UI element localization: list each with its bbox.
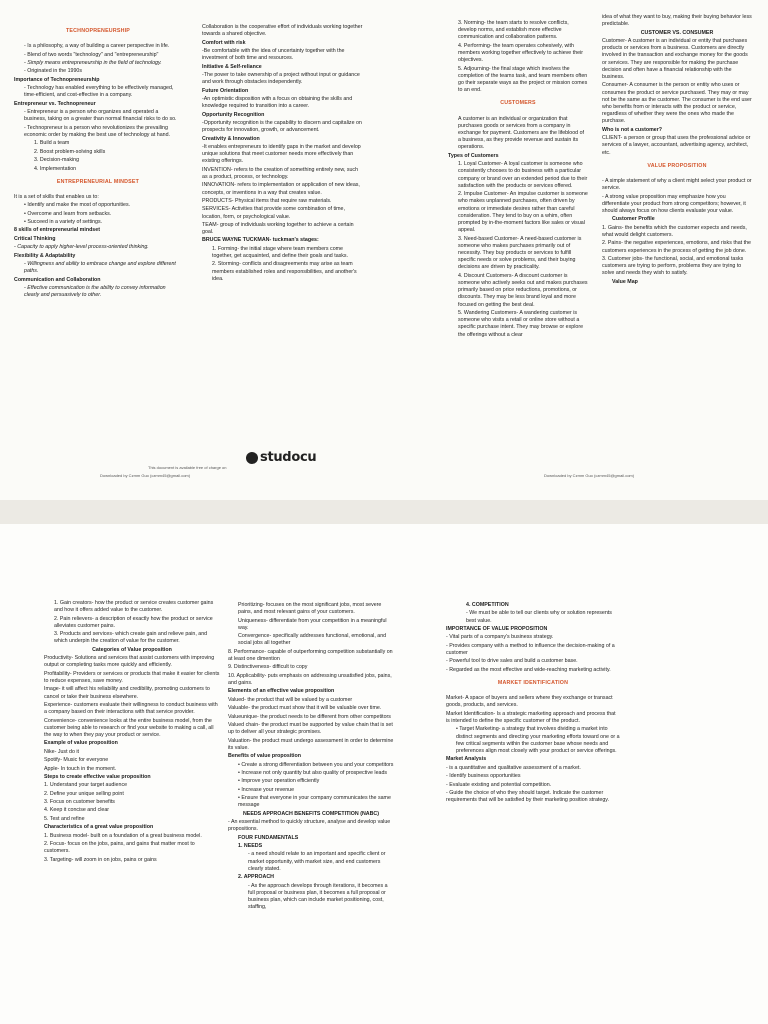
page-2-column-2 xyxy=(228,602,394,1024)
text-line: - An essential method to quickly structure, analyse and develop value propositions. xyxy=(228,819,391,833)
text-line: Customer- A customer is an individual or entity that purchases products or services from a business. Customers are directly involved in the transaction and exchange money for the goods or services. They are responsible for making the purchase decision and often have a financial relationship with the business. xyxy=(602,37,748,80)
subheading: 2. APPROACH xyxy=(238,874,275,881)
text-line: Productivity- Solutions and services that assist customers with improving output or completing tasks more quickly and efficiently. xyxy=(44,655,215,669)
subheading: Example of value proposition xyxy=(44,740,118,747)
subheading: Types of Customers xyxy=(448,152,499,159)
text-line: - Guide the choice of who they should target. Indicate the customer requirements that will be satisfied by their marketing position strategy. xyxy=(446,789,610,804)
text-line: - Technopreneur is a person who revolutionizes the prevailing economic order by making the best use of technology at hand. xyxy=(24,124,171,138)
text-line: 3. Products and services- which create gain and relieve pain, and which underpin the creation of value for the customer. xyxy=(54,631,208,645)
text-line: - Blend of two words "technology" and "entrepreneurship" xyxy=(24,51,159,58)
text-line: - Regarded as the most effective and wide-reaching marketing activity. xyxy=(446,666,611,673)
text-line: -It enables entrepreneurs to identify gaps in the market and develop unique solutions that meet customer needs more effectively than existing offerings. xyxy=(202,143,361,165)
subheading: Characteristics of a great value proposition xyxy=(44,824,154,831)
text-line: INVENTION- refers to the creation of something entirely new, such as a product, process, or technology. xyxy=(202,166,359,180)
text-line: - Is a philosophy, a way of building a career perspective in life. xyxy=(24,43,170,50)
text-line: 2. Storming- conflicts and disagreements may arise as team members established roles and responsibilities, and another's idea. xyxy=(212,261,357,282)
subheading: Importance of Technopreneurship xyxy=(14,76,100,83)
text-line: 2. Focus- focus on the jobs, pains, and gains that matter most to customers. xyxy=(44,841,195,855)
text-line: 1. Business model- built on a foundation of a great business model. xyxy=(44,832,202,839)
text-line: 4. Implementation xyxy=(34,165,77,172)
text-line: Uniqueness- differentiate from your competition in a meaningful way. xyxy=(238,617,387,631)
studocu-logo xyxy=(246,450,316,465)
text-line: 10. Applicability- puts emphasis on addressing unsatisfied jobs, pains, and gains. xyxy=(228,672,392,686)
subheading: Elements of an effective value proposition xyxy=(228,688,335,695)
text-line: Consumer- A consumer is the person or entity who uses or consumes the product or service purchased. They may or may not be the same as the customer. The consumer is the end user who benefits from or interacts with the product or service, regardless of whether they were the ones who made the purchase. xyxy=(602,82,752,125)
studocu-logo-icon xyxy=(246,452,258,464)
text-line: PRODUCTS- Physical items that require raw materials. xyxy=(202,197,332,204)
text-line: Collaboration is the cooperative effort of individuals working together towards a shared objective. xyxy=(202,24,363,38)
text-line: -The power to take ownership of a project without input or guidance and work through obstacles independently. xyxy=(202,71,360,86)
footer-downloaded-left: Downloaded by Czmm Guo (czmm45@gmail.com) xyxy=(100,473,191,478)
page-1-column-4 xyxy=(602,14,752,459)
text-line: Experience- customers evaluate their willingness to conduct business with a company based on their interactions with that service provider. xyxy=(44,701,218,716)
subheading: Initiative & Self-reliance xyxy=(202,63,262,70)
text-line: It is a set of skills that enables us to: xyxy=(14,193,99,200)
text-line: 2. Boost problem-solving skills xyxy=(34,148,106,155)
text-line: - Provides company with a method to influence the decision-making of a customer xyxy=(446,642,615,656)
text-line: 2. Pain relievers- a description of exactly how the product or service alleviates customer pains. xyxy=(54,615,213,629)
text-line: Market Identification- Is a strategic marketing approach and process that is intended to define the specific customer of the product. xyxy=(446,710,616,724)
text-line: 5. Adjourning- the final stage which involves the completion of the teams task, and team members often go their separate ways as the project or mission comes to an end. xyxy=(458,65,588,94)
text-line: • Overcome and learn from setbacks. xyxy=(24,210,112,217)
text-line: A customer is an individual or organization that purchases goods or services from a company in exchange for payment. Customers are the lifeblood of a business, as they provide revenue and sustain its operations. xyxy=(458,115,585,151)
text-line: • Identify and make the most of opportunities. xyxy=(24,202,131,209)
text-line: - Effective communication is the ability to convey information clearly and persuasively to other. xyxy=(24,285,166,299)
subheading: Flexibility & Adaptability xyxy=(14,252,76,259)
text-line: Market- A space of buyers and sellers where they exchange or transact goods, products, and services. xyxy=(446,695,613,709)
text-line: 9. Distinctiveness- difficult to copy xyxy=(228,664,308,671)
text-line: Spotify- Music for everyone xyxy=(44,757,109,764)
text-line: Valuable- the product must show that it will be valuable over time. xyxy=(228,705,382,712)
text-line: 1. Gain creators- how the product or service creates customer gains and how it offers added value to the customer. xyxy=(54,600,214,614)
text-line: - Originated in the 1990s xyxy=(24,68,83,75)
subheading: Future Orientation xyxy=(202,87,249,94)
studocu-logo-text: studocu xyxy=(260,450,317,465)
text-line: - Capacity to apply higher-level process-oriented thinking. xyxy=(14,244,149,251)
text-line: • Succeed in a variety of settings. xyxy=(24,219,103,226)
text-line: • Ensure that everyone in your company communicates the same message xyxy=(238,795,391,809)
text-line: Convergence- specifically addresses functional, emotional, and social jobs all together xyxy=(238,633,387,647)
text-line: - a need should relate to an important and specific client or market opportunity, with market size, and end customers clearly stated. xyxy=(248,851,386,872)
text-line: 2. Impulse Customer- An impulse customer is someone who makes unplanned purchases, often driven by emotions or immediate desires rather than careful consideration. They tend to buy on a whim, often prompted by in-the-moment factors like sales or visual appeal. xyxy=(458,191,588,234)
page-1-column-1 xyxy=(14,22,182,452)
text-line: 1. Build a team xyxy=(34,140,70,147)
text-line: 1. Loyal Customer- A loyal customer is someone who consistently chooses to do business with a particular company or brand over an extended period due to their satisfaction with the products or services offered. xyxy=(458,161,588,189)
text-line: - Entrepreneur is a person who organizes and operated a business, taking on a greater than normal financial risks to do so. xyxy=(24,109,177,123)
subheading: 8 skills of entrepreneurial mindset xyxy=(14,227,100,234)
text-line: - Identify business opportunities xyxy=(446,773,521,780)
page-gap xyxy=(0,500,768,524)
subheading: Creativity & Innovation xyxy=(202,135,260,142)
text-line: Valued- the product that will be valued by a customer xyxy=(228,696,353,703)
text-line: Prioritizing- focuses on the most significant jobs, most severe pains, and most relevant gains of your customers. xyxy=(238,602,382,616)
text-line: 5. Wandering Customers- A wandering customer is someone who visits a retail or online store without a specific purchase intent. They may browse or explore the offerings without a clear xyxy=(458,310,584,338)
footer-downloaded-right: Downloaded by Czmm Guo (czmm45@gmail.com) xyxy=(544,473,635,478)
text-line: - A strong value proposition may emphasize how you differentiate your product from strong competitors; however, it should always focus on how clients evaluate your value. xyxy=(602,193,746,214)
page-2-column-1 xyxy=(44,600,220,1024)
text-line: idea of what they want to buy, making their buying behavior less predictable. xyxy=(602,14,752,28)
subheading: Customer Profile xyxy=(612,216,655,223)
text-line: 3. Need-based Customer- A need-based customer is someone who makes purchases primarily out of necessity. They buy products or services to fulfill specific needs or solve problems, and their buying decisions are driven by practicality. xyxy=(458,235,582,271)
subheading: Market Analysis xyxy=(446,756,487,763)
text-line: - Powerful tool to drive sales and build a customer base. xyxy=(446,658,578,665)
text-line: Valuation- the product must undergo assessment in order to determine its value. xyxy=(228,737,394,751)
subheading: Comfort with risk xyxy=(202,39,246,46)
page-1 xyxy=(0,0,768,500)
text-line: - As the approach develops through iterations, it becomes a full proposal or business plan, it becomes a full proposal or business plan, which can include market positioning, cost, staffing, xyxy=(248,882,388,911)
text-line: • Target Marketing- a strategy that involves dividing a market into distinct segments and directing your marketing efforts toward one or a few critical segments within the customer base whose needs and preferences align most closely with your product or service offerings. xyxy=(456,726,620,754)
subheading: Benefits of value proposition xyxy=(228,753,301,760)
text-line: -An optimistic disposition with a focus on obtaining the skills and knowledge required to transition into a career. xyxy=(202,95,353,110)
subheading: Categories of Value proposition xyxy=(92,646,172,653)
subheading: Entrepreneur vs. Technopreneur xyxy=(14,100,96,107)
text-line: Profitability- Providers or services or products that make it easier for clients to reduce expenses, save money. xyxy=(44,670,220,684)
text-line: 3. Targeting- will zoom in on jobs, pains or gains xyxy=(44,856,157,863)
text-line: 3. Customer jobs- the functional, social, and emotional tasks customers are trying to perform, problems they are trying to solve and needs they wish to satisfy. xyxy=(602,255,744,277)
subheading: Critical Thinking xyxy=(14,235,56,242)
text-line: 1. Gains- the benefits which the customer expects and needs, what would delight customers. xyxy=(602,224,747,238)
subheading: CUSTOMER VS. CONSUMER xyxy=(640,29,714,36)
section-heading: MARKET IDENTIFICATION xyxy=(497,679,569,686)
subheading: Value Map xyxy=(612,278,638,285)
subheading: Who is not a customer? xyxy=(602,126,663,133)
subheading: Communication and Collaboration xyxy=(14,276,101,283)
text-line: • Create a strong differentiation between you and your competitors xyxy=(238,761,394,768)
text-line: - Simply means entrepreneurship in the field of technology. xyxy=(24,59,162,66)
text-line: CLIENT- a person or group that uses the professional advice or services of a lawyer, accountant, advertising agency, architect, etc. xyxy=(602,135,751,156)
text-line: - is a quantitative and qualitative assessment of a market. xyxy=(446,764,581,771)
text-line: • Improve your operation efficiently xyxy=(238,778,320,785)
text-line: Convenience- convenience looks at the entire business model, from the customer being able to research or find your website to making a call, all the way to when they pay your product or service. xyxy=(44,717,214,738)
text-line: 2. Define your unique selling point xyxy=(44,790,124,797)
text-line: 2. Pains- the negative experiences, emotions, and risks that the customers experiences in the process of getting the job done. xyxy=(602,240,751,254)
section-heading: ENTREPRENEURIAL MINDSET xyxy=(56,178,140,185)
text-line: INNOVATION- refers to implementation or application of new ideas, concepts, or inventions in a way that creates value. xyxy=(202,182,360,196)
subheading: FOUR FUNDAMENTALS xyxy=(238,834,299,841)
subheading: 4. COMPETITION xyxy=(466,602,509,608)
page-1-column-2 xyxy=(202,24,364,444)
text-line: 3. Focus on customer benefits xyxy=(44,799,115,806)
text-line: 3. Norming- the team starts to resolve conflicts, develop norms, and establish more effective communication and collaboration patterns. xyxy=(458,20,569,41)
text-line: SERVICES- Activities that provide some combination of time, location, form, or psychological value. xyxy=(202,206,345,220)
section-heading: TECHNOPRENEURSHIP xyxy=(65,28,131,34)
text-line: Apple- In touch in the moment. xyxy=(44,765,117,772)
subheading: BRUCE WAYNE TUCKMAN- tuckman's stages: xyxy=(202,237,319,244)
subheading: Steps to create effective value proposition xyxy=(44,773,151,780)
text-line: Valued chain- the product must be supported by value chain that is set up to deliver all your strategic promises. xyxy=(228,721,393,736)
text-line: 4. Performing- the team operates cohesively, with members working together effectively to achieve their objectives. xyxy=(458,42,584,64)
text-line: 5. Test and refine xyxy=(44,815,85,822)
footer-available-text: This document is available free of charge on xyxy=(148,465,227,470)
page-2 xyxy=(0,524,768,1024)
text-line: Nike- Just do it xyxy=(44,748,80,755)
page-2-column-3 xyxy=(446,602,620,1024)
text-line: Image- it will affect his reliability and credibility, promoting customers to cancel or take their business elsewhere. xyxy=(44,686,210,700)
subheading: 1. NEEDS xyxy=(238,843,263,850)
text-line: - We must be able to tell our clients why or solution represents best value. xyxy=(466,610,612,624)
text-line: - Evaluate existing and potential competition. xyxy=(446,781,552,788)
page-1-column-3 xyxy=(448,20,588,480)
text-line: - Willingness and ability to embrace change and explore different paths. xyxy=(24,261,176,275)
text-line: • Increase not only quantity but also quality of prospective leads xyxy=(238,769,388,776)
subheading: IMPORTANCE OF VALUE PROPOSITION xyxy=(446,625,548,632)
text-line: - A simple statement of why a client might select your product or service. xyxy=(602,178,752,192)
text-line: 4. Discount Customers- A discount customer is someone who actively seeks out and makes purchases primarily based on price reductions, promotions, or discounts. They may be less brand loyal and more focused on getting the best deal. xyxy=(458,272,588,308)
section-heading: VALUE PROPOSITION xyxy=(647,162,707,169)
text-line: TEAM- group of individuals working together to achieve a certain goal. xyxy=(202,221,354,236)
text-line: -Opportunity recognition is the capability to discern and capitalize on prospects for innovation, growth, or advancement. xyxy=(202,119,362,134)
text-line: 1. Understand your target audience xyxy=(44,782,128,789)
subheading: NEEDS APPROACH BENEFITS COMPETITION (NABC) xyxy=(242,810,380,817)
section-heading: CUSTOMERS xyxy=(500,100,536,107)
text-line: - Vital parts of a company's business strategy. xyxy=(446,634,554,641)
text-line: Valueunique- the product needs to be different from other competitors xyxy=(228,713,391,720)
text-line: 4. Keep it concise and clear xyxy=(44,807,110,814)
subheading: Opportunity Recognition xyxy=(202,111,265,118)
text-line: - Technology has enabled everything to be effectively managed, time-efficient, and cost-effective in a company. xyxy=(24,85,174,99)
text-line: • Increase your revenue xyxy=(238,786,295,793)
text-line: 3. Decision-making xyxy=(34,157,80,164)
text-line: 1. Forming- the initial stage where team members come together, get acquainted, and define their goals and tasks. xyxy=(212,245,349,260)
text-line: -Be comfortable with the idea of uncertainty together with the investment of both time and resources. xyxy=(202,47,345,62)
text-line: 8. Performance- capable of outperforming competition substantially on at least one dimention xyxy=(228,648,393,662)
